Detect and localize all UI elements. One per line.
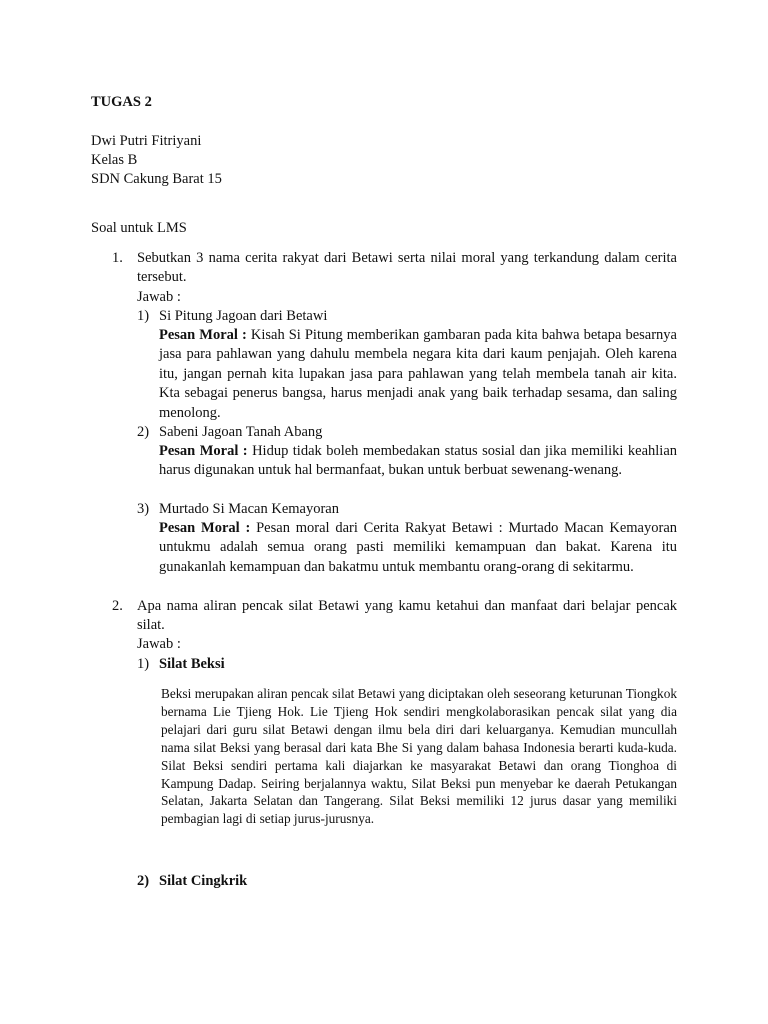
moral-text: Kisah Si Pitung memberikan gambaran pada kita bahwa betapa besarnya jasa para pahlawan yang dahulu membela negara kita dari kaum penjajah. Oleh karena itu, jangan pernah kita lupakan jasa para pahlawan yang telah membela tanah air kita. Kta sebagai penerus bangsa, harus menjadi anak yang baik terhadap sesama, dan saling menolong.: [159, 327, 677, 421]
answer-label: Jawab :: [137, 289, 181, 305]
student-name: Dwi Putri Fitriyani: [91, 133, 202, 149]
moral-paragraph: [159, 442, 677, 481]
folk-tale-title: Murtado Si Macan Kemayoran: [159, 501, 339, 517]
document-title: TUGAS 2: [91, 94, 152, 110]
question-number: 1.: [112, 250, 123, 266]
moral-text: Hidup tidak boleh membedakan status sosial dan jika memiliki keahlian harus digunakan untuk hal bermanfaat, bukan untuk berbuat sewenang-wenang.: [159, 443, 678, 479]
moral-label: Pesan Moral :: [159, 327, 247, 343]
moral-text: Pesan moral dari Cerita Rakyat Betawi : Murtado Macan Kemayoran untukmu adalah semua orang pasti memiliki kemampuan dan bakat. Karena itu gunakanlah kemampuan dan bakatmu untuk membantu orang-orang di sekitarmu.: [159, 520, 678, 575]
moral-label: Pesan Moral :: [159, 520, 251, 536]
folk-tale-title: Sabeni Jagoan Tanah Abang: [159, 424, 323, 440]
question-text: Sebutkan 3 nama cerita rakyat dari Betawi serta nilai moral yang terkandung dalam cerita tersebut.: [137, 250, 677, 286]
list-item-number: 2): [137, 424, 150, 440]
section-heading: Soal untuk LMS: [91, 220, 187, 236]
list-item-number: 3): [137, 501, 150, 517]
moral-label: Pesan Moral :: [159, 443, 248, 459]
question-number: 2.: [112, 598, 123, 614]
moral-paragraph: [159, 326, 677, 423]
silat-style-title: Silat Beksi: [159, 656, 225, 672]
silat-style-title: Silat Cingkrik: [159, 873, 248, 889]
moral-paragraph: [159, 519, 677, 577]
silat-description: Beksi merupakan aliran pencak silat Betawi yang diciptakan oleh seseorang keturunan Tiongkok bernama Lie Tjieng Hok. Lie Tjieng Hok sendiri mengkolaborasikan pencak silat yang dia pelajari dari guru silat Betawi dengan ilmu bela diri dari keluarganya. Kemudian muncullah nama silat Beksi yang berasal dari kata Bhe Si yang dalam bahasa Indonesia berarti kuda-kuda. Silat Beksi sendiri pertama kali diajarkan ke masyarakat Betawi dan orang Tionghoa di Kampung Dadap. Seiring berjalannya waktu, Silat Beksi pun menyebar ke daerah Petukangan Selatan, Jakarta Selatan dan Tangerang. Silat Beksi memiliki 12 jurus dasar yang memiliki pembagian lagi di setiap jurus-jurusnya.: [161, 686, 677, 827]
question-text: Apa nama aliran pencak silat Betawi yang kamu ketahui dan manfaat dari belajar pencak silat.: [137, 598, 677, 634]
student-class: Kelas B: [91, 152, 138, 168]
answer-label: Jawab :: [137, 636, 181, 652]
list-item-number: 1): [137, 308, 150, 324]
folk-tale-title: Si Pitung Jagoan dari Betawi: [159, 308, 328, 324]
list-item-number: 1): [137, 656, 150, 672]
list-item-number: 2): [137, 873, 150, 889]
school-name: SDN Cakung Barat 15: [91, 171, 222, 187]
